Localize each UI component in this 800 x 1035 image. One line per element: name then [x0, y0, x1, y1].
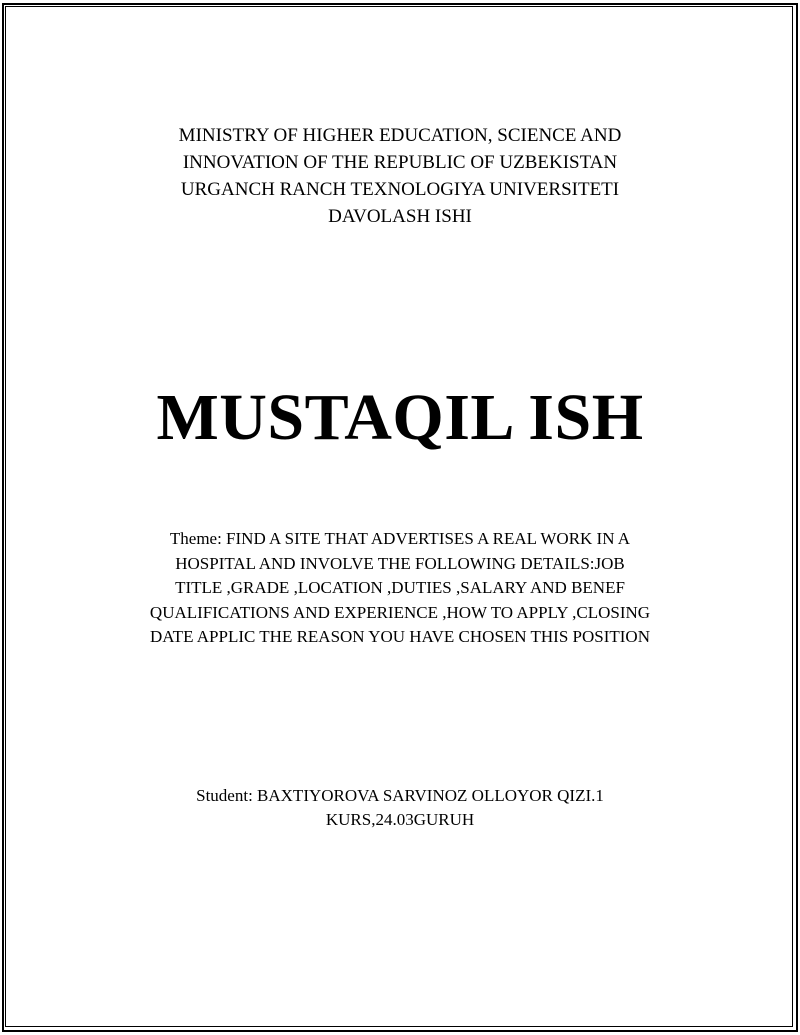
student-name-line: Student: BAXTIYOROVA SARVINOZ OLLOYOR QIZI.1	[196, 786, 604, 805]
header-line-university: URGANCH RANCH TEXNOLOGIYA UNIVERSITETI	[180, 179, 620, 200]
theme-line: TITLE ,GRADE ,LOCATION ,DUTIES ,SALARY AND BENEF	[175, 578, 625, 597]
student-info	[0, 784, 800, 832]
institution-header	[0, 122, 800, 230]
header-line-innovation: INNOVATION OF THE REPUBLIC OF UZBEKISTAN	[182, 152, 618, 173]
theme-line: HOSPITAL AND INVOLVE THE FOLLOWING DETAILS:JOB	[175, 553, 625, 573]
theme-line: QUALIFICATIONS AND EXPERIENCE ,HOW TO APPLY ,CLOSING	[149, 602, 651, 622]
student-course-line: KURS,24.03GURUH	[325, 810, 475, 829]
theme-line: Theme: FIND A SITE THAT ADVERTISES A REAL WORK IN A	[169, 529, 631, 548]
header-line-ministry: MINISTRY OF HIGHER EDUCATION, SCIENCE AND	[178, 125, 622, 146]
theme-line: DATE APPLIC THE REASON YOU HAVE CHOSEN THIS POSITION	[150, 627, 650, 646]
header-line-department: DAVOLASH ISHI	[328, 206, 472, 227]
document-title: MUSTAQIL ISH	[156, 381, 644, 454]
theme-statement	[0, 527, 800, 650]
